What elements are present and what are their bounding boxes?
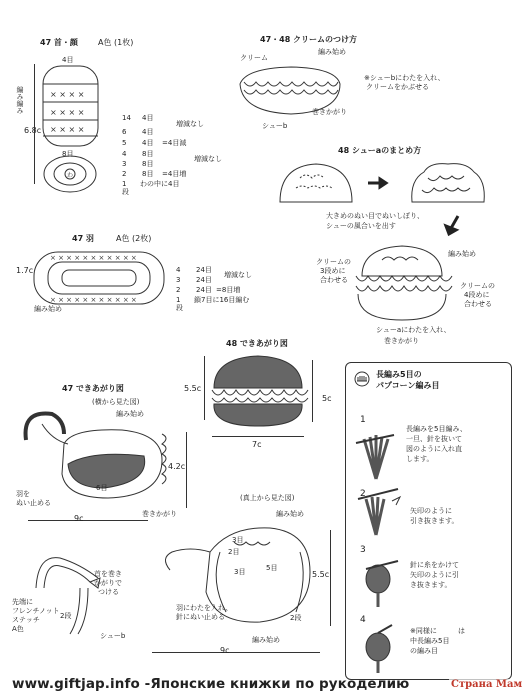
neck-label: つける <box>98 588 119 596</box>
height-dim: 5.5c <box>184 384 202 393</box>
wing-label: 羽を <box>16 490 30 498</box>
width-dim: 9c <box>220 646 230 655</box>
row-number: 1 <box>122 180 127 188</box>
cream-3-label: 合わせる <box>320 276 348 284</box>
row-count: 4目 <box>142 114 154 122</box>
neck-chart-diagram <box>38 64 108 194</box>
row-count: 24目 <box>196 266 212 274</box>
step-text: します。 <box>406 455 434 463</box>
eye-label: ステッチ <box>12 616 40 624</box>
wing-label: ぬい止める <box>16 499 51 507</box>
shu-a-assembled-drawing <box>352 242 452 326</box>
wing-note: 針にぬい止める <box>176 613 225 621</box>
row-count: 24目 <box>196 276 212 284</box>
start-label: 編み始め <box>448 250 476 258</box>
height-dim: 1.7c <box>16 266 34 275</box>
shu-a-note: シューaにわたを入れ、 <box>376 326 451 334</box>
height-dim: 6.8c <box>24 126 42 135</box>
step-text: 矢印のように <box>410 507 452 515</box>
svg-text:× × × × × × × × × × ×: × × × × × × × × × × × <box>50 254 137 262</box>
row-count: 8目 <box>142 150 154 158</box>
eye-label: 先端に <box>12 598 33 606</box>
step-3-illustration <box>358 559 402 609</box>
step-text: 矢印のように引 <box>410 571 459 579</box>
step-4-illustration <box>358 625 402 675</box>
step-number: 2 <box>360 489 366 499</box>
label-8: 8目 <box>62 150 74 158</box>
row-number: 2 <box>122 170 127 178</box>
width-dim: 9c <box>74 514 84 523</box>
row-number: 2 <box>176 286 181 294</box>
step-number: 4 <box>360 615 366 625</box>
row-count: 2段 <box>60 612 72 620</box>
step-text: 長編みを5目編み、 <box>406 425 467 433</box>
legend-title: パプコーン編み目 <box>376 381 440 390</box>
row-number: 4 <box>122 150 127 158</box>
row-note: 増減なし <box>176 120 204 128</box>
row-note: =8目増 <box>216 286 241 294</box>
step-text: 引き抜きます。 <box>410 517 459 525</box>
svg-text:× × × ×: × × × × <box>50 125 85 134</box>
shu-b-label: シューb <box>262 122 288 130</box>
eye-label: A色 <box>12 625 24 633</box>
row-number: 4 <box>176 266 181 274</box>
label-4: 4目 <box>62 56 74 64</box>
start-label: 編み始め <box>34 305 62 313</box>
legend-title: 長編み5目の <box>376 370 422 379</box>
color-note: A色 (1枚) <box>98 38 134 47</box>
row-count: 8目 <box>142 170 154 178</box>
step-number: 1 <box>360 415 366 425</box>
row-count: 4目 <box>142 139 154 147</box>
section-title: 47 羽 <box>72 234 94 243</box>
row-count: 5目 <box>266 564 278 572</box>
row-note: 増減なし <box>194 155 222 163</box>
row-number: 3 <box>122 160 127 168</box>
width-dim: 7c <box>252 440 262 449</box>
start-label: 編み始め <box>252 636 280 644</box>
wing-chart-diagram <box>30 248 170 310</box>
row-count: 8目 <box>142 160 154 168</box>
row-note: =4目減 <box>162 139 187 147</box>
view-label: (真上から見た図) <box>240 494 295 502</box>
section-title: 48 シューaのまとめ方 <box>338 146 422 155</box>
step-number: 3 <box>360 545 366 555</box>
stitch-legend-box <box>345 362 512 680</box>
row-count: 鎖7目に16目編む <box>194 296 250 304</box>
roll-label: 巻きかがり <box>384 337 419 345</box>
svg-text:× × × × × × × × × × ×: × × × × × × × × × × × <box>50 296 137 304</box>
step-2-illustration <box>354 485 404 537</box>
neck-label: かがりで <box>94 579 122 587</box>
color-note: A色 (2枚) <box>116 234 152 243</box>
section-title: 47 首・顔 <box>40 38 78 47</box>
row-count: 2段 <box>290 614 302 622</box>
shu-b-label: シューb <box>100 632 126 640</box>
cream-4-label: 4段めに <box>464 291 490 299</box>
start-label: 編み始め <box>276 510 304 518</box>
note-line-1: ※シューbにわたを入れ、 <box>364 74 445 82</box>
view-label: (横から見た図) <box>92 398 140 406</box>
arrow-down-icon <box>446 216 460 236</box>
svg-text:× × × ×: × × × × <box>50 108 85 117</box>
cream-puff-finished-drawing <box>208 354 308 428</box>
row-count: 3目 <box>234 568 246 576</box>
roll-label: 巻きかがり <box>312 108 347 116</box>
row-number: 6 <box>122 128 127 136</box>
row-count: 3目 <box>232 536 244 544</box>
cream-3-label: クリームの <box>316 258 351 266</box>
popcorn-stitch-icon <box>354 371 370 387</box>
roll-label: 巻きかがり <box>142 510 177 518</box>
step-text: は <box>458 627 465 635</box>
row-number: 5 <box>122 139 127 147</box>
shu-dome-drawing <box>276 160 356 210</box>
watermark: Страна Мам <box>451 679 523 690</box>
row-number: 14 <box>122 114 131 122</box>
height-dim: 4.2c <box>168 462 186 471</box>
eye-label: フレンチノット <box>12 607 60 615</box>
swan-neck-drawing <box>30 548 110 638</box>
row-count: 2目 <box>228 548 240 556</box>
row-number: 1 <box>176 296 181 304</box>
section-title: 48 できあがり図 <box>226 339 288 348</box>
step-text: ※同様に <box>410 627 437 635</box>
start-label: 編み始め <box>116 410 144 418</box>
wing-note: 羽にわたを入れ、 <box>176 604 233 612</box>
step-1-illustration <box>354 429 398 481</box>
mid-label: 6目 <box>96 484 108 492</box>
cream-label: クリーム <box>240 54 268 62</box>
row-count: 4目 <box>142 128 154 136</box>
row-note: 増減なし <box>224 271 252 279</box>
footer-site-caption: www.giftjap.info -Японские книжки по рукоделию <box>12 676 410 692</box>
step-text: き抜きます。 <box>410 581 452 589</box>
stitch-note-2: シューの風合いを出す <box>326 222 396 230</box>
step-text: 針に糸をかけて <box>410 561 459 569</box>
cream-3-label: 3段めに <box>320 267 346 275</box>
height-dim: 5.5c <box>312 570 330 579</box>
start-label: 編み始め <box>318 48 346 56</box>
arrow-right-icon <box>368 178 390 188</box>
shu-gathered-drawing <box>408 160 488 210</box>
cream-4-label: クリームの <box>460 282 495 290</box>
row-note: =4目増 <box>162 170 187 178</box>
cream-4-label: 合わせる <box>464 300 492 308</box>
step-text: の編み目 <box>410 647 438 655</box>
row-unit: 段 <box>122 188 129 196</box>
stitch-note-1: 大きめのぬい目でぬいしぼり、 <box>326 212 424 220</box>
swan-side-drawing <box>12 404 182 508</box>
step-text: 中長編み5目 <box>410 637 450 645</box>
svg-text:× × × ×: × × × × <box>50 90 85 99</box>
note-line-2: クリームをかぶせる <box>366 83 429 91</box>
section-title: 47・48 クリームのつけ方 <box>260 35 358 44</box>
row-unit: 段 <box>176 304 183 312</box>
neck-label: 首を巻き <box>94 570 122 578</box>
side-label: 編み編み <box>16 86 25 114</box>
row-count: わの中に4目 <box>140 180 180 188</box>
step-text: 図のように入れ直 <box>406 445 462 453</box>
step-text: 一旦、針を抜いて <box>406 435 462 443</box>
section-title: 47 できあがり図 <box>62 384 124 393</box>
svg-text:わ: わ <box>67 172 74 179</box>
row-number: 3 <box>176 276 181 284</box>
row-count: 24目 <box>196 286 212 294</box>
height-dim: 5c <box>322 394 332 403</box>
